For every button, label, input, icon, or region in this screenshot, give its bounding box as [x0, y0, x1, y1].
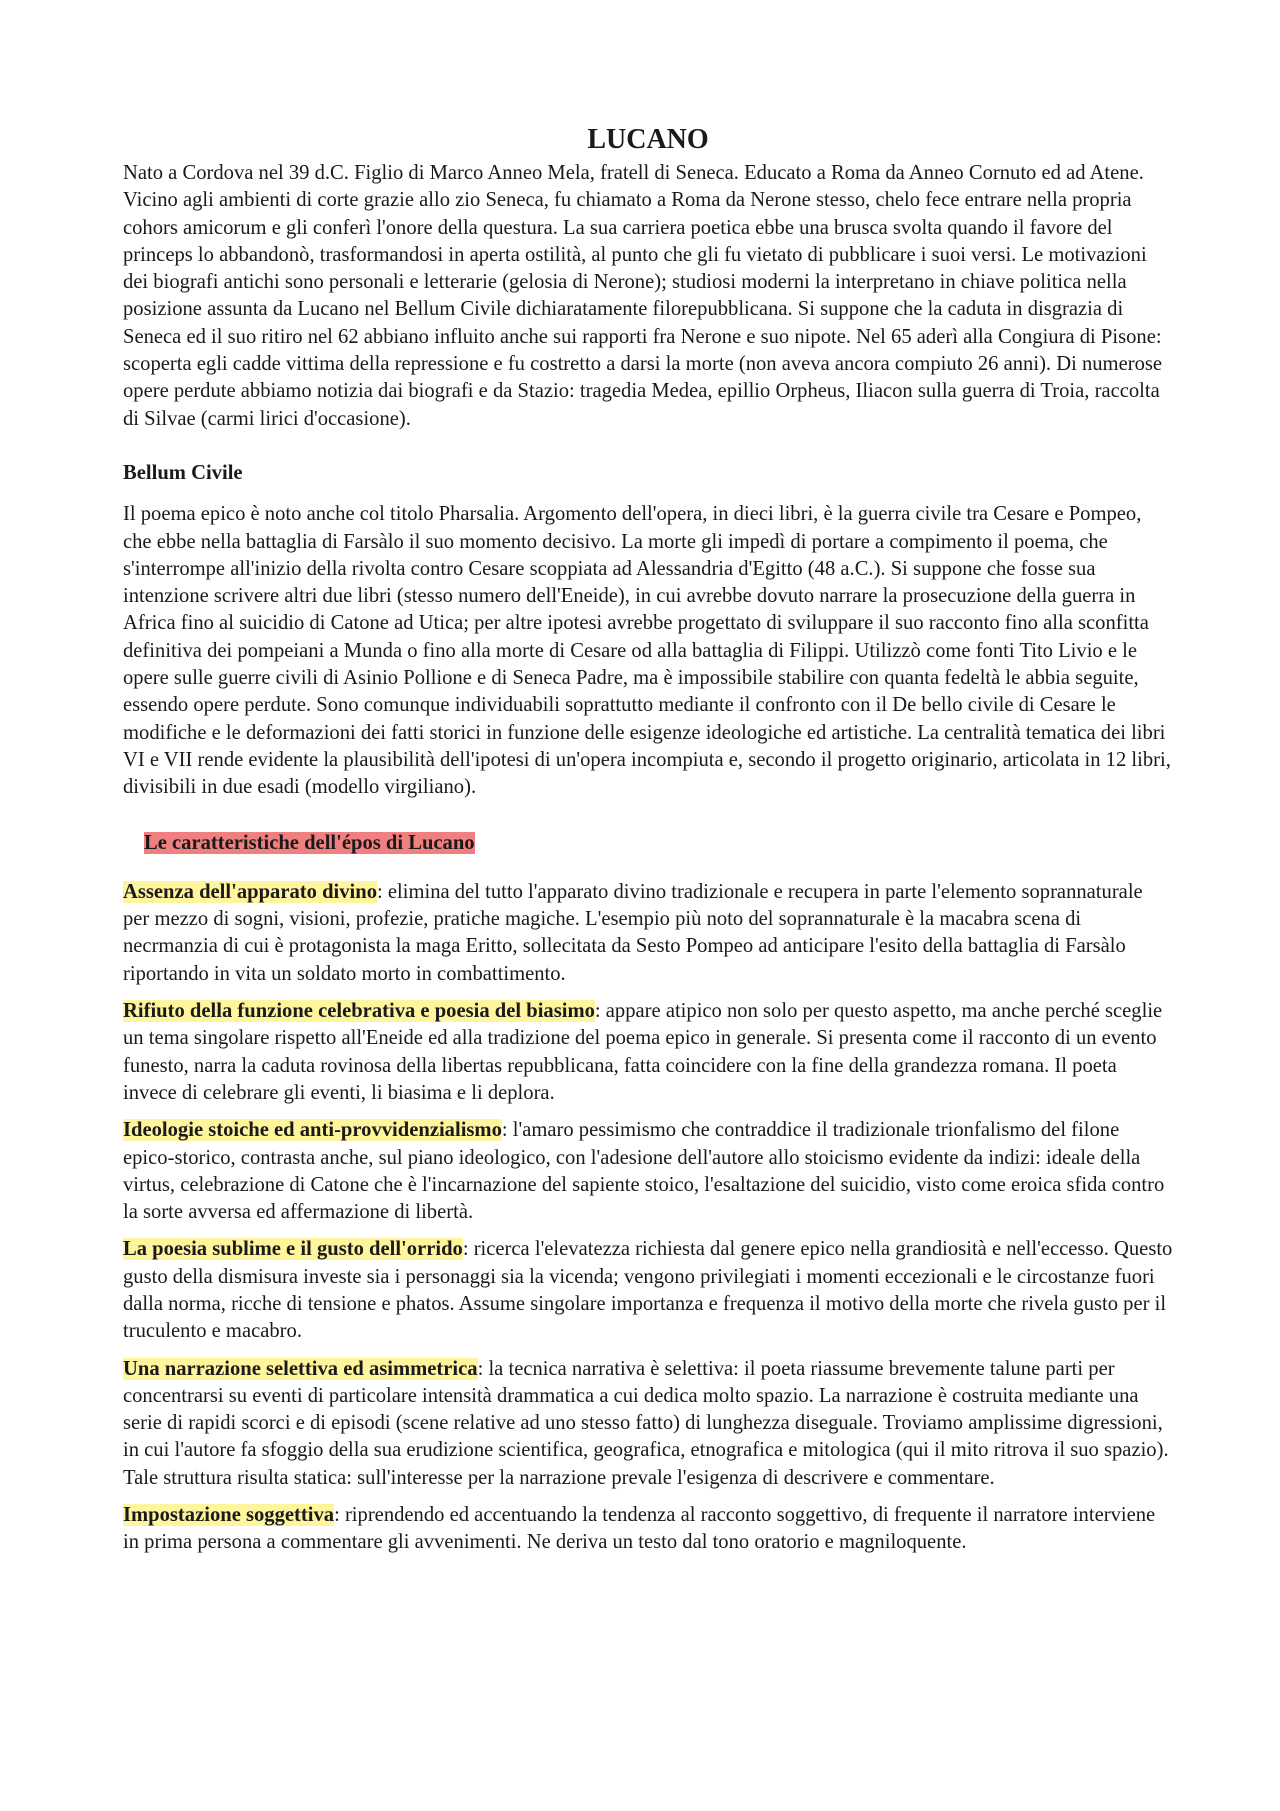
- feature-text: : l'amaro pessimismo che contraddice il tradizionale trionfalismo del filone epico-storico, contrasta anche, sul piano ideologico, con l'adesione dell'autore allo stoicismo evidente da indizi: ideale della virtus, celebrazione di Catone che è l'incarnazione del sapiente stoico, l'esaltazione del suicidio, visto come eroica sfida contro la sorte avversa ed affermazione di libertà.: [123, 1119, 1165, 1224]
- document-title: LUCANO: [587, 124, 709, 155]
- feature-item: [123, 1502, 1173, 1557]
- feature-item: [123, 879, 1173, 988]
- section-heading-bellum-civile: Bellum Civile: [123, 461, 243, 484]
- feature-item: [123, 1356, 1173, 1492]
- features-heading-block: [144, 830, 1173, 857]
- feature-term: Impostazione soggettiva: [123, 1504, 335, 1527]
- feature-term: Ideologie stoiche ed anti-provvidenzialismo: [123, 1119, 502, 1142]
- feature-text: : ricerca l'elevatezza richiesta dal genere epico nella grandiosità e nell'eccesso. Questo gusto della dismisura investe sia i personaggi sia la vicenda; vengono privilegiati i momenti eccezionali e le circostanze fuori dalla norma, ricche di tensione e phatos. Assume singolare importanza e frequenza il motivo della morte che rivela gusto per il truculento e macabro.: [123, 1238, 1173, 1343]
- feature-item: [123, 1117, 1173, 1226]
- bellum-civile-paragraph: Il poema epico è noto anche col titolo Pharsalia. Argomento dell'opera, in dieci libri, è la guerra civile tra Cesare e Pompeo, che ebbe nella battaglia di Farsàlo il suo momento decisivo. La morte gli impedì di portare a compimento il poema, che s'interrompe all'inizio della rivolta contro Cesare scoppiata ad Alessandria d'Egitto (48 a.C.). Si suppone che fosse sua intenzione scrivere altri due libri (stesso numero dell'Eneide), in cui avrebbe dovuto narrare la prosecuzione della guerra in Africa fino al suicidio di Catone ad Utica; per altre ipotesi avrebbe progettato di sviluppare il suo racconto fino alla sconfitta definitiva dei pompeiani a Munda o fino alla morte di Cesare od alla battaglia di Filippi. Utilizzò come fonti Tito Livio e le opere sulle guerre civili di Asinio Pollione e di Seneca Padre, ma è impossibile stabilire con quanta fedeltà le abbia seguite, essendo opere perdute. Sono comunque individuabili soprattutto mediante il confronto con il De bello civile di Cesare le modifiche e le deformazioni dei fatti storici in funzione delle esigenze ideologiche ed artistiche. La centralità tematica dei libri VI e VII rende evidente la plausibilità dell'ipotesi di un'opera incompiuta e, secondo il progetto originario, articolata in 12 libri, divisibili in due esadi (modello virgiliano).: [123, 503, 1171, 799]
- intro-paragraph: Nato a Cordova nel 39 d.C. Figlio di Marco Anneo Mela, fratell di Seneca. Educato a Roma da Anneo Cornuto ed ad Atene. Vicino agli ambienti di corte grazie allo zio Seneca, fu chiamato a Roma da Nerone stesso, chelo fece entrare nella propria cohors amicorum e gli conferì l'onore della questura. La sua carriera poetica ebbe una brusca svolta quando il favore del princeps lo abbandonò, trasformandosi in aperta ostilità, al punto che gli fu vietato di pubblicare i suoi versi. Le motivazioni dei biografi antichi sono personali e letterarie (gelosia di Nerone); studiosi moderni la interpretano in chiave politica nella posizione assunta da Lucano nel Bellum Civile dichiaratamente filorepubblicana. Si suppone che la caduta in disgrazia di Seneca ed il suo ritiro nel 62 abbiano influito anche sui rapporti fra Nerone e suo nipote. Nel 65 aderì alla Congiura di Pisone: scoperta egli cadde vittima della repressione e fu costretto a darsi la morte (non aveva ancora compiuto 26 anni). Di numerose opere perdute abbiamo notizia dai biografi e da Stazio: tragedia Medea, epillio Orpheus, Iliacon sulla guerra di Troia, raccolta di Silvae (carmi lirici d'occasione).: [123, 162, 1163, 430]
- feature-text: : riprendendo ed accentuando la tendenza al racconto soggettivo, di frequente il narratore interviene in prima persona a commentare gli avvenimenti. Ne deriva un testo dal tono oratorio e magniloquente.: [123, 1504, 1156, 1554]
- feature-term: Rifiuto della funzione celebrativa e poesia del biasimo: [123, 1000, 595, 1023]
- document-page: [123, 122, 1173, 1567]
- features-heading: Le caratteristiche dell'épos di Lucano: [144, 831, 475, 854]
- feature-term: Una narrazione selettiva ed asimmetrica: [123, 1357, 478, 1380]
- feature-text: : appare atipico non solo per questo aspetto, ma anche perché sceglie un tema singolare rispetto all'Eneide ed alla tradizione del poema epico in generale. Si presenta come il racconto di un evento funesto, narra la caduta rovinosa della libertas repubblicana, fatta coincidere con la fine della grandezza romana. Il poeta invece di celebrare gli eventi, li biasima e li deplora.: [123, 1000, 1163, 1104]
- feature-item: [123, 1236, 1173, 1345]
- feature-item: [123, 998, 1173, 1107]
- feature-text: : elimina del tutto l'apparato divino tradizionale e recupera in parte l'elemento soprannaturale per mezzo di sogni, visioni, profezie, pratiche magiche. L'esempio più noto del soprannaturale è la macabra scena di necrmanzia di cui è protagonista la maga Eritto, sollecitata da Sesto Pompeo ad anticipare l'esito della battaglia di Farsàlo riportando in vita un soldato morto in combattimento.: [123, 880, 1143, 985]
- feature-term: Assenza dell'apparato divino: [123, 880, 378, 903]
- feature-term: La poesia sublime e il gusto dell'orrido: [123, 1238, 463, 1261]
- feature-text: : la tecnica narrativa è selettiva: il poeta riassume brevemente talune parti per concentrarsi su eventi di particolare intensità drammatica a cui dedica molto spazio. La narrazione è costruita mediante una serie di rapidi scorci e di episodi (scene relative ad uno stesso fatto) di lunghezza diseguale. Troviamo amplissime digressioni, in cui l'autore fa sfoggio della sua erudizione scientifica, geografica, etnografica e mitologica (qui il mito ritrova il suo spazio). Tale struttura risulta statica: sull'interesse per la narrazione prevale l'esigenza di descrivere e commentare.: [123, 1357, 1169, 1489]
